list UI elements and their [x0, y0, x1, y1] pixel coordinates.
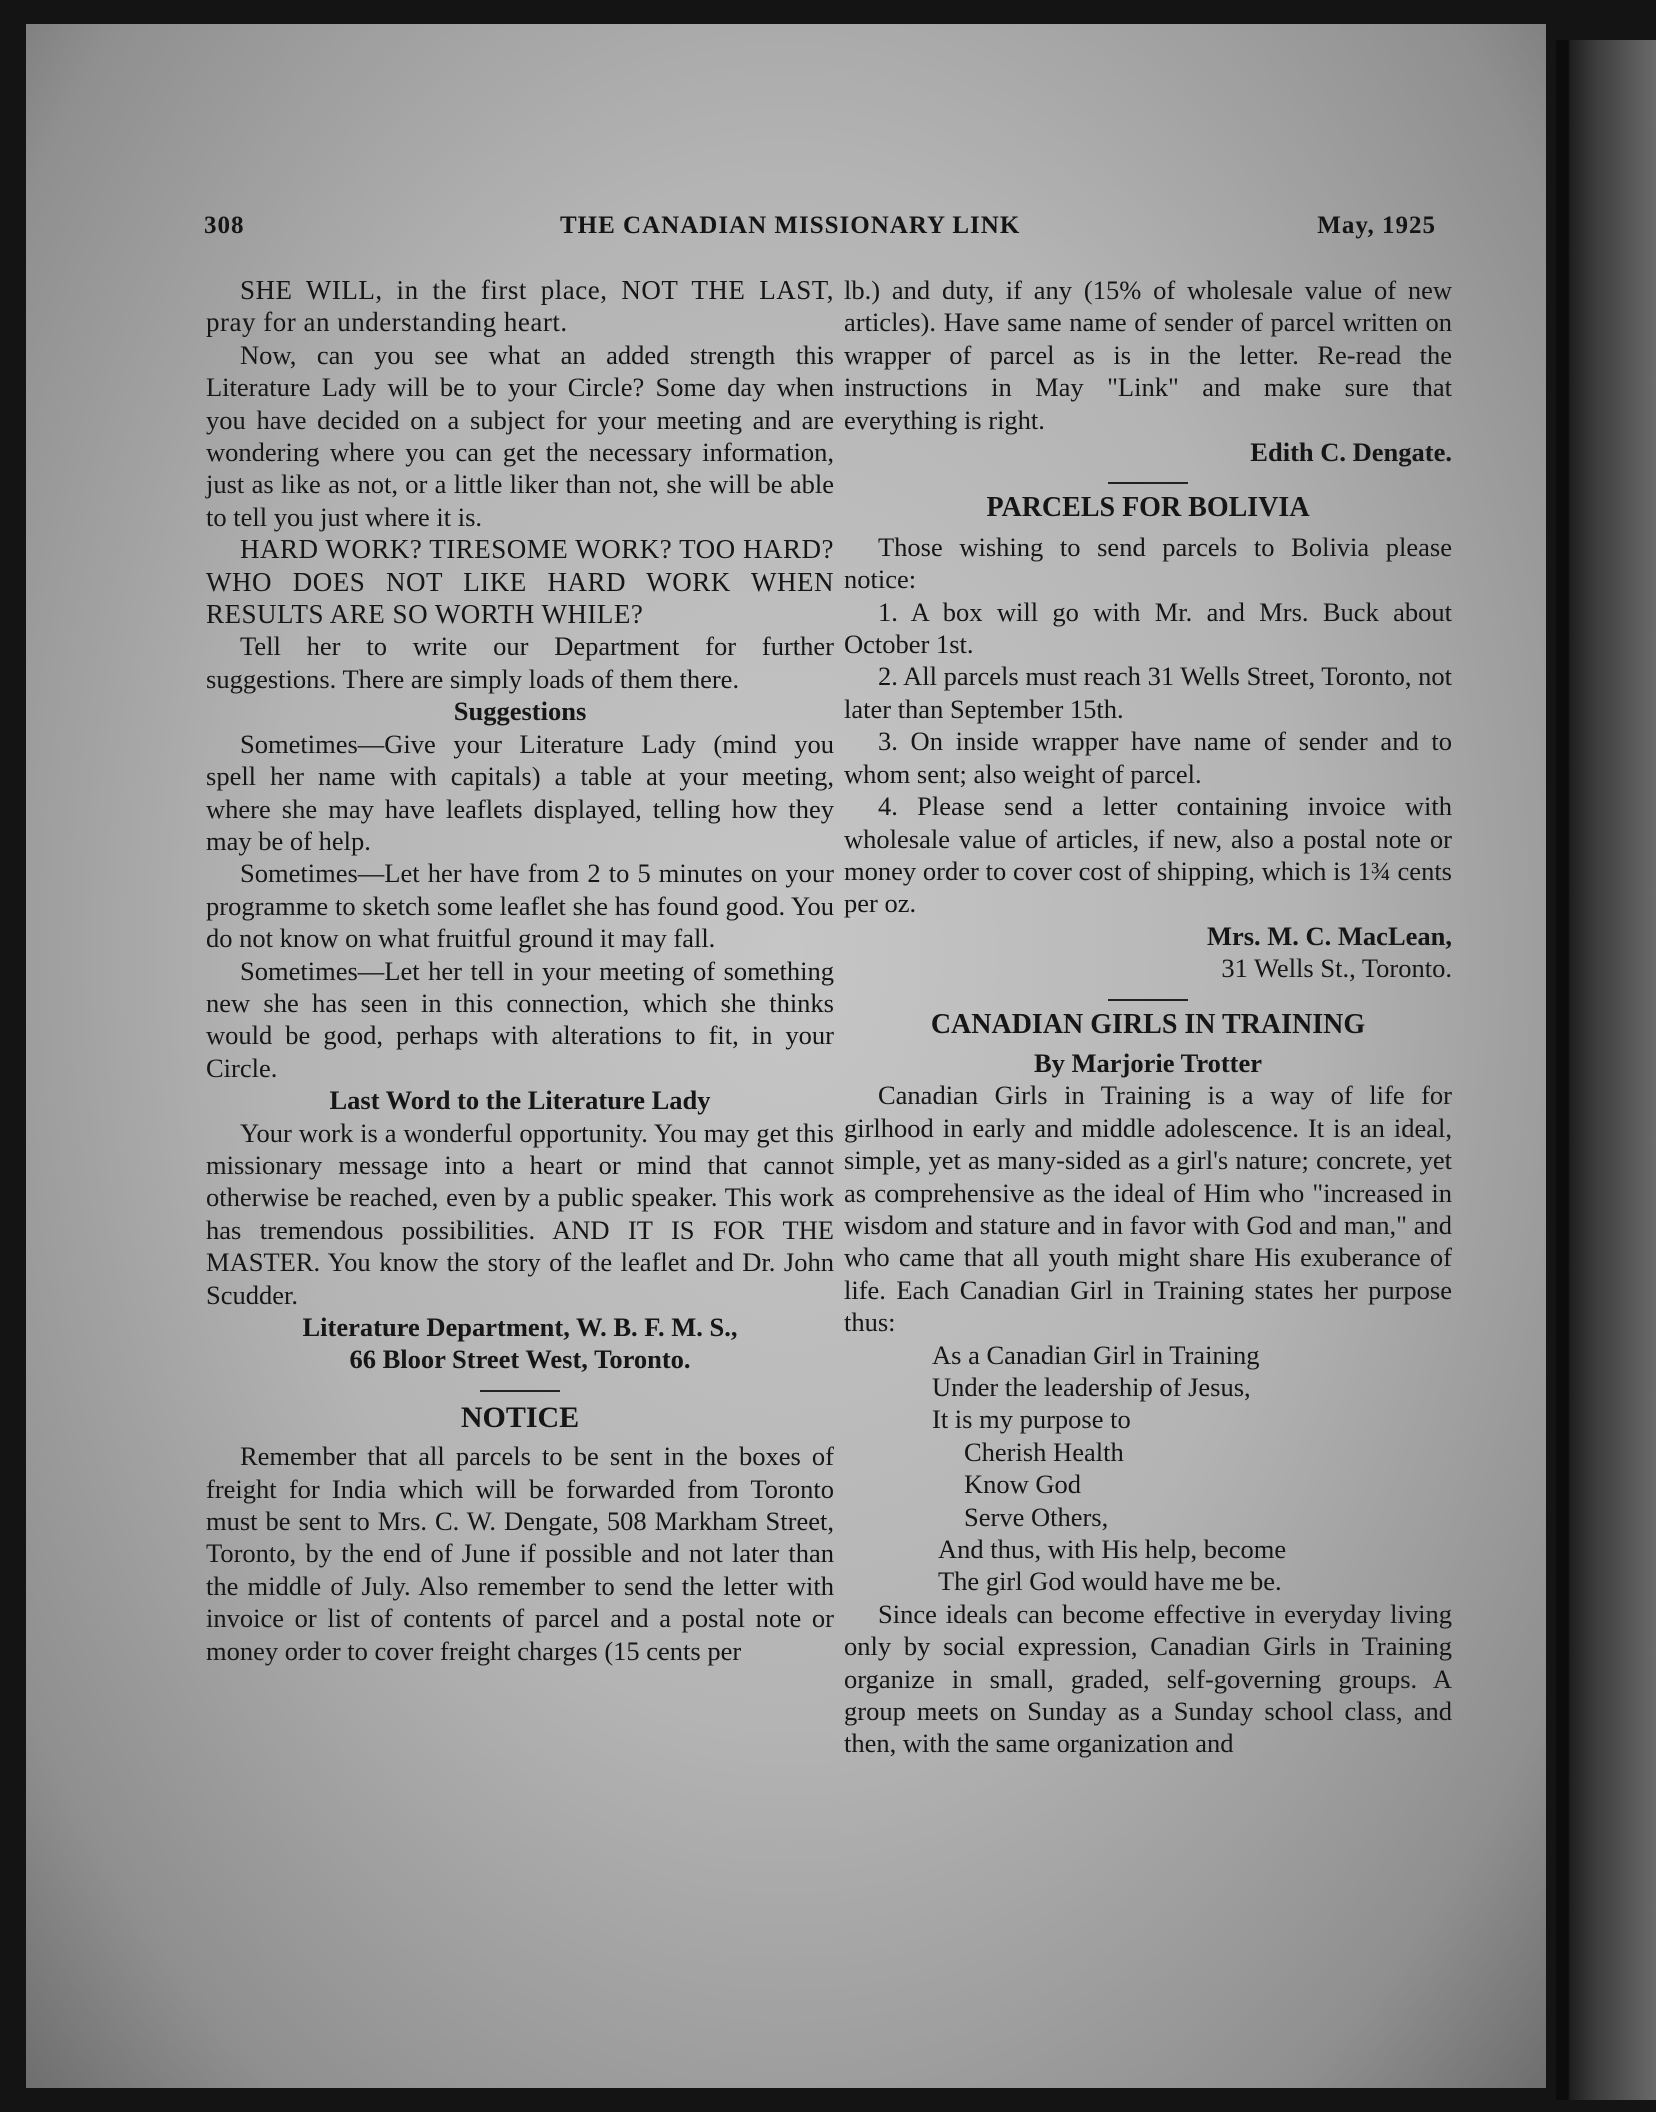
last-word-heading: Last Word to the Literature Lady — [329, 1085, 711, 1116]
paragraph: Sometimes—Let her have from 2 to 5 minutes on your programme to sketch some leaflet she has found good. You do not know on what fruitful ground it may fall. — [206, 858, 834, 954]
notice-heading: NOTICE — [460, 1400, 580, 1434]
signature-line: 31 Wells St., Toronto. — [1221, 953, 1452, 984]
bolivia-notice — [844, 531, 1452, 920]
paragraph: Your work is a wonderful opportunity. You may get this missionary message into a heart or mind that cannot otherwise be reached, even by a public speaker. This work has tremendous possibilities. AND IT IS FOR THE MASTER. You know the story of the leaflet and Dr. John Scudder. — [206, 1117, 834, 1310]
paragraph: Now, can you see what an added strength this Literature Lady will be to your Circle? Some day when you have decided on a subject for your meeting and are wondering where you can get the necessary information, just as like as not, or a little liker than not, she will be able to tell you just where it is. — [206, 339, 834, 532]
pledge-line: Cherish Health — [964, 1436, 1124, 1467]
list-item: 1. A box will go with Mr. and Mrs. Buck about October 1st. — [844, 596, 1452, 660]
divider — [1108, 999, 1188, 1001]
list-item: 2. All parcels must reach 31 Wells Street, Toronto, not later than September 15th. — [844, 661, 1452, 724]
divider — [480, 1390, 560, 1392]
byline: By Marjorie Trotter — [1033, 1047, 1263, 1078]
paragraph: Sometimes—Give your Literature Lady (mind you spell her name with capitals) a table at your meeting, where she may have leaflets displayed, telling how they may be of help. — [206, 728, 834, 856]
paragraph: SHE WILL, in the first place, NOT THE LAST, pray for an understanding heart. — [206, 275, 834, 338]
right-column — [844, 274, 1452, 1760]
cgit-heading: CANADIAN GIRLS IN TRAINING — [930, 1008, 1366, 1040]
bolivia-heading: PARCELS FOR BOLIVIA — [986, 492, 1310, 524]
pledge-line: The girl God would have me be. — [938, 1566, 1282, 1597]
binding-edge — [1556, 40, 1656, 2100]
pledge-line: Under the leadership of Jesus, — [932, 1372, 1251, 1402]
list-item: 4. Please send a letter containing invoice with wholesale value of articles, if new, also a postal note or money order to cover cost of shipping, which is 1¾ cents per oz. — [844, 791, 1452, 919]
paragraph: Tell her to write our Department for further suggestions. There are simply loads of them there. — [206, 631, 834, 694]
signature-line: Mrs. M. C. MacLean, — [1206, 920, 1452, 951]
divider — [1108, 482, 1188, 484]
paragraph: Since ideals can become effective in everyday living only by social expression, Canadian Girls in Training organize in small, graded, self-governing groups. A group meets on Sunday as a Sunday school class, and then, with the same organization and — [844, 1598, 1452, 1759]
paragraph: lb.) and duty, if any (15% of wholesale value of new articles). Have same name of sender of parcel written on wrapper of parcel as is in the letter. Re-read the instructions in May "Link" and make sure that everything is right. — [844, 275, 1452, 435]
paragraph: Sometimes—Let her tell in your meeting of something new she has seen in this connection, which she thinks would be good, perhaps with alterations to fit, in your Circle. — [206, 955, 834, 1083]
signature-line: Literature Department, W. B. F. M. S., — [302, 1312, 738, 1342]
suggestions-heading: Suggestions — [453, 696, 587, 727]
list-item: 3. On inside wrapper have name of sender and to whom sent; also weight of parcel. — [844, 726, 1452, 789]
pledge-line: As a Canadian Girl in Training — [932, 1339, 1260, 1370]
paragraph: Canadian Girls in Training is a way of life for girlhood in early and middle adolescence. It is an ideal, simple, yet as many-sided as a girl's nature; concrete, yet as comprehensive as the ideal of Him who "increased in wisdom and stature and in favor with God and man," and who came that all youth might share His exuberance of life. Each Canadian Girl in Training states her purpose thus: — [844, 1080, 1452, 1338]
signature-line: 66 Bloor Street West, Toronto. — [349, 1344, 691, 1375]
scanned-page — [26, 24, 1546, 2088]
issue-date: May, 1925 — [1317, 212, 1436, 239]
paragraph: Remember that all parcels to be sent in the boxes of freight for India which will be forwarded from Toronto must be sent to Mrs. C. W. Dengate, 508 Markham Street, Toronto, by the end of June if possible and not later than the middle of July. Also remember to send the letter with invoice or list of contents of parcel and a postal note or money order to cover freight charges (15 cents per — [206, 1441, 834, 1666]
pledge-line: Know God — [964, 1469, 1082, 1500]
paragraph: Those wishing to send parcels to Bolivia please notice: — [844, 531, 1452, 595]
left-column — [206, 274, 834, 1667]
pledge-line: And thus, with His help, become — [938, 1534, 1287, 1565]
paragraph: HARD WORK? TIRESOME WORK? TOO HARD? WHO DOES NOT LIKE HARD WORK WHEN RESULTS ARE SO WORTH WHILE? — [206, 534, 834, 630]
signature-line: Edith C. Dengate. — [1250, 437, 1452, 468]
page-number: 308 — [204, 212, 245, 239]
running-header — [176, 212, 1436, 252]
pledge-line: Serve Others, — [964, 1501, 1109, 1532]
publication-title: THE CANADIAN MISSIONARY LINK — [560, 212, 1021, 239]
cgit-purpose — [844, 1339, 1452, 1598]
pledge-line: It is my purpose to — [932, 1404, 1131, 1435]
